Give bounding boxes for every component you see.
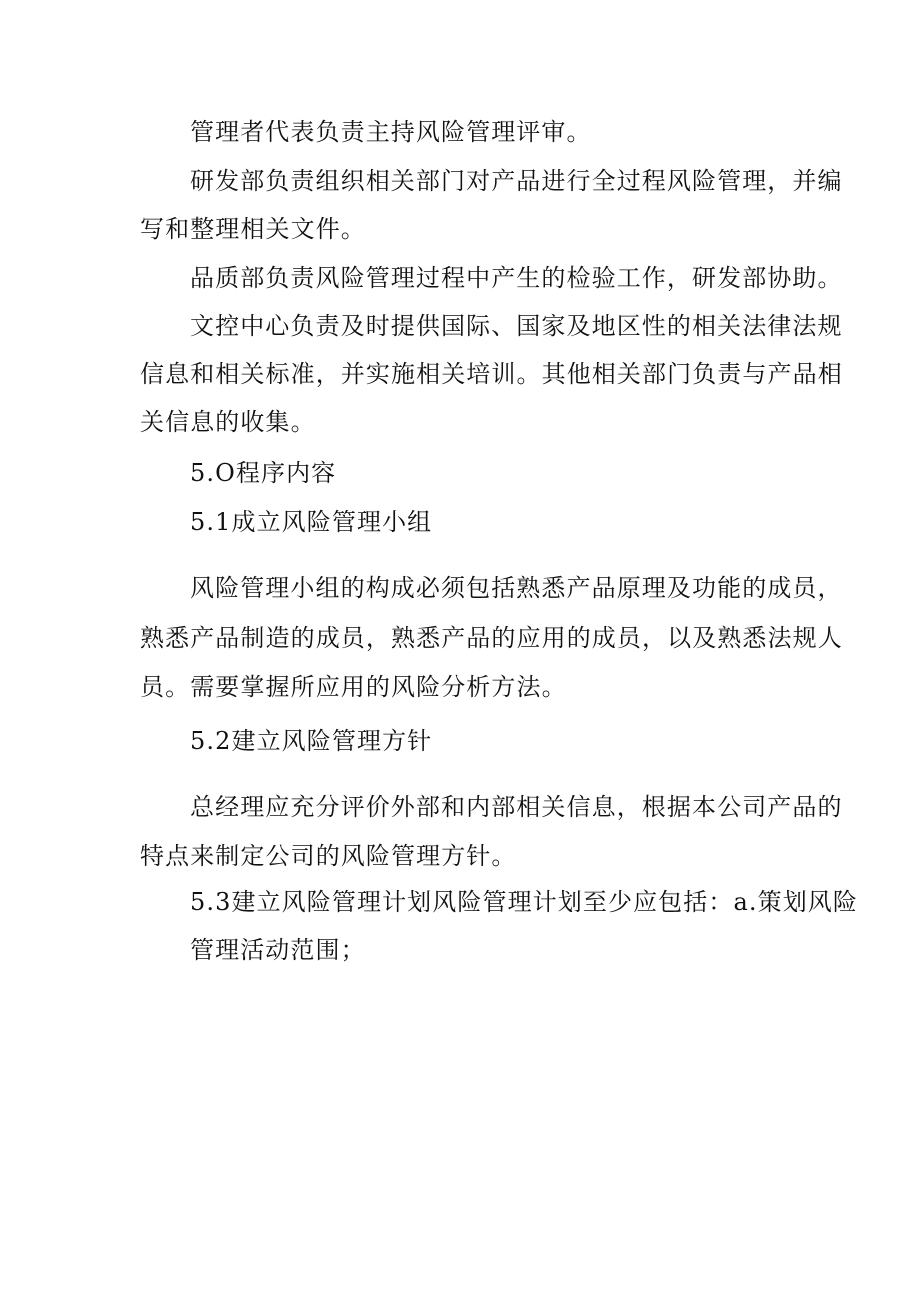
- paragraph-responsibility-doc-control-line-1: 文控中心负责及时提供国际、国家及地区性的相关法律法规: [190, 312, 843, 340]
- paragraph-risk-policy-line-2: 特点来制定公司的风险管理方针。: [140, 842, 517, 870]
- paragraph-responsibility-management-rep: 管理者代表负责主持风险管理评审。: [190, 118, 592, 146]
- paragraph-responsibility-doc-control-line-2: 信息和相关标准，并实施相关培训。其他相关部门负责与产品相: [140, 360, 843, 388]
- section-heading-5-2: 5.2建立风险管理方针: [190, 727, 433, 755]
- paragraph-risk-team-line-3: 员。需要掌握所应用的风险分析方法。: [140, 673, 567, 701]
- section-heading-5-0: 5.O程序内容: [190, 459, 337, 487]
- paragraph-risk-policy-line-1: 总经理应充分评价外部和内部相关信息，根据本公司产品的: [190, 793, 843, 821]
- paragraph-responsibility-quality: 品质部负责风险管理过程中产生的检验工作，研发部协助。: [190, 264, 843, 292]
- paragraph-responsibility-doc-control-line-3: 关信息的收集。: [140, 408, 316, 436]
- paragraph-responsibility-rd-line-1: 研发部负责组织相关部门对产品进行全过程风险管理，并编: [190, 167, 843, 195]
- paragraph-risk-team-line-1: 风险管理小组的构成必须包括熟悉产品原理及功能的成员，: [190, 574, 843, 602]
- paragraph-responsibility-rd-line-2: 写和整理相关文件。: [140, 215, 366, 243]
- section-heading-5-3: 5.3建立风险管理计划风险管理计划至少应包括：a.策划风险: [190, 888, 859, 916]
- paragraph-risk-plan-item-a: 管理活动范围；: [190, 936, 366, 964]
- section-heading-5-1: 5.1成立风险管理小组: [190, 508, 433, 536]
- paragraph-risk-team-line-2: 熟悉产品制造的成员，熟悉产品的应用的成员，以及熟悉法规人: [140, 624, 843, 652]
